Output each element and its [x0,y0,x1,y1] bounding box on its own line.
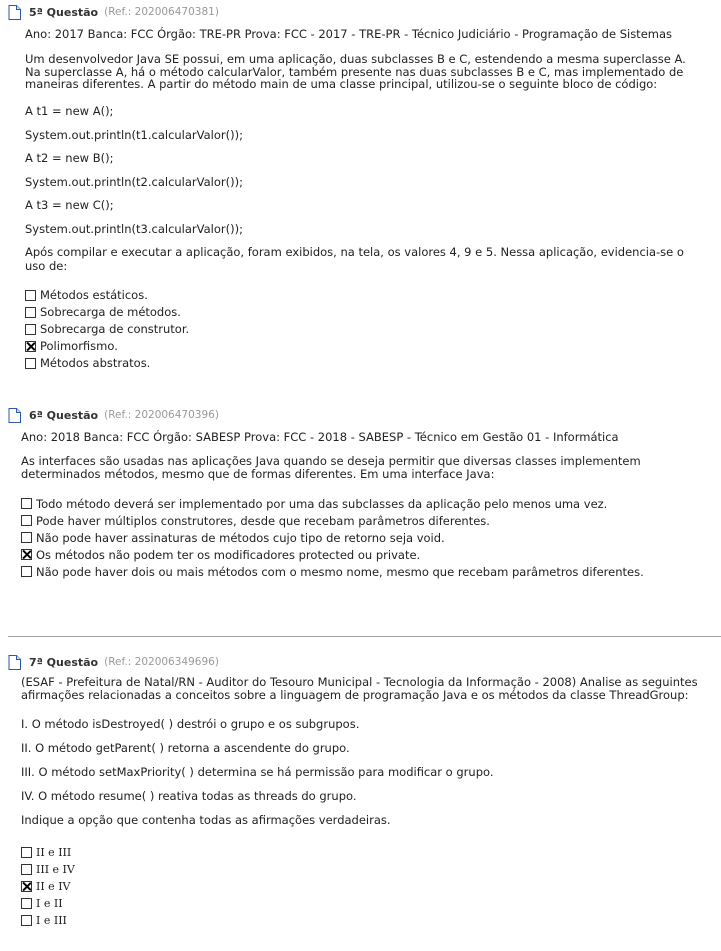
option-d[interactable] [21,895,704,912]
code-line: System.out.println(t1.calcularValor()); [25,127,243,142]
question-ref: (Ref.: 202006349696) [104,656,219,668]
document-icon [8,5,21,20]
checkbox[interactable] [21,532,32,543]
option-label: Não pode haver assinaturas de métodos cujo tipo de retorno seja void. [36,530,445,545]
checkbox[interactable] [25,358,36,369]
document-icon [8,655,21,670]
question-stem: (ESAF - Prefeitura de Natal/RN - Auditor do Tesouro Municipal - Tecnologia da Informação - 2008) Analise as seguintes afirmações relacionadas a conceitos sobre a linguagem de programação Java e os métodos da classe ThreadGroup: [21,675,698,702]
option-b[interactable] [25,304,700,321]
option-label: I e III [36,914,67,927]
option-c[interactable] [25,321,700,338]
question-prompt: Após compilar e executar a aplicação, foram exibidos, na tela, os valores 4, 9 e 5. Nessa aplicação, evidencia-se o uso de: [25,244,684,273]
option-label: Os métodos não podem ter os modificadores protected ou private. [36,547,421,562]
code-line: A t3 = new C(); [25,197,114,212]
option-d[interactable] [21,546,704,563]
option-label: Polimorfismo. [40,339,118,353]
question-6 [0,407,721,580]
question-number: 6ª Questão [29,408,99,422]
checkbox[interactable] [25,307,36,318]
options-list [21,495,704,580]
question-meta: Ano: 2018 Banca: FCC Órgão: SABESP Prova: FCC - 2018 - SABESP - Técnico em Gestão 01 - Informática [21,430,619,444]
option-label: Métodos estáticos. [40,288,148,302]
statement: I. O método isDestroyed( ) destrói o grupo e os subgrupos. [21,717,360,731]
option-c[interactable] [21,529,704,546]
options-list [21,844,704,929]
code-line: System.out.println(t2.calcularValor()); [25,174,243,189]
options-list [25,287,700,372]
question-header [0,407,721,423]
checkbox-checked[interactable] [25,341,36,352]
code-line: A t2 = new B(); [25,150,114,165]
question-number: 7ª Questão [29,655,99,669]
question-7 [0,654,721,929]
option-e[interactable] [21,912,704,929]
question-5 [0,4,721,372]
option-c[interactable] [21,878,704,895]
statement: III. O método setMaxPriority( ) determina se há permissão para modificar o grupo. [21,765,494,779]
option-label: III e IV [36,863,75,876]
option-d[interactable] [25,338,700,355]
statement: IV. O método resume( ) reativa todas as threads do grupo. [21,789,357,803]
checkbox[interactable] [21,847,32,858]
option-a[interactable] [21,495,704,512]
question-meta: Ano: 2017 Banca: FCC Órgão: TRE-PR Prova: FCC - 2017 - TRE-PR - Técnico Judiciário - Programação de Sistemas [25,27,673,41]
section-divider [8,636,721,637]
option-label: Sobrecarga de métodos. [40,305,181,319]
statement: II. O método getParent( ) retorna a ascendente do grupo. [21,741,350,755]
option-e[interactable] [25,355,700,372]
checkbox[interactable] [25,324,36,335]
option-label: II e IV [36,880,71,893]
option-b[interactable] [21,861,704,878]
question-prompt: Indique a opção que contenha todas as afirmações verdadeiras. [21,813,391,827]
option-label: Todo método deverá ser implementado por uma das subclasses da aplicação pelo menos uma vez. [36,496,608,511]
question-header [0,4,721,20]
checkbox[interactable] [21,864,32,875]
question-stem: Um desenvolvedor Java SE possui, em uma aplicação, duas subclasses B e C, estendendo a mesma superclasse A. Na superclasse A, há o método calcularValor, também presente nas duas subclasses B e C, mas implementado de maneiras diferentes. A partir do método main de uma classe principal, utilizou-se o seguinte bloco de código: [25,52,686,91]
option-label: Não pode haver dois ou mais métodos com o mesmo nome, mesmo que recebam parâmetros diferentes. [36,564,644,579]
checkbox[interactable] [21,898,32,909]
question-header [0,654,721,670]
option-b[interactable] [21,512,704,529]
checkbox[interactable] [21,915,32,926]
question-number: 5ª Questão [29,5,99,19]
question-ref: (Ref.: 202006470381) [104,6,219,18]
option-label: Métodos abstratos. [40,356,151,370]
option-label: Pode haver múltiplos construtores, desde que recebam parâmetros diferentes. [36,513,490,528]
checkbox[interactable] [21,566,32,577]
option-e[interactable] [21,563,704,580]
code-line: A t1 = new A(); [25,103,114,118]
checkbox[interactable] [25,290,36,301]
checkbox-checked[interactable] [21,881,32,892]
checkbox[interactable] [21,515,32,526]
question-stem: As interfaces são usadas nas aplicações Java quando se deseja permitir que diversas classes implementem determinados métodos, mesmo que de formas diferentes. Em uma interface Java: [21,454,641,481]
option-label: II e III [36,846,72,859]
option-a[interactable] [21,844,704,861]
document-icon [8,408,21,423]
question-ref: (Ref.: 202006470396) [104,409,219,421]
option-label: Sobrecarga de construtor. [40,322,190,336]
checkbox-checked[interactable] [21,549,32,560]
checkbox[interactable] [21,498,32,509]
code-line: System.out.println(t3.calcularValor()); [25,221,243,236]
option-a[interactable] [25,287,700,304]
option-label: I e II [36,897,63,910]
